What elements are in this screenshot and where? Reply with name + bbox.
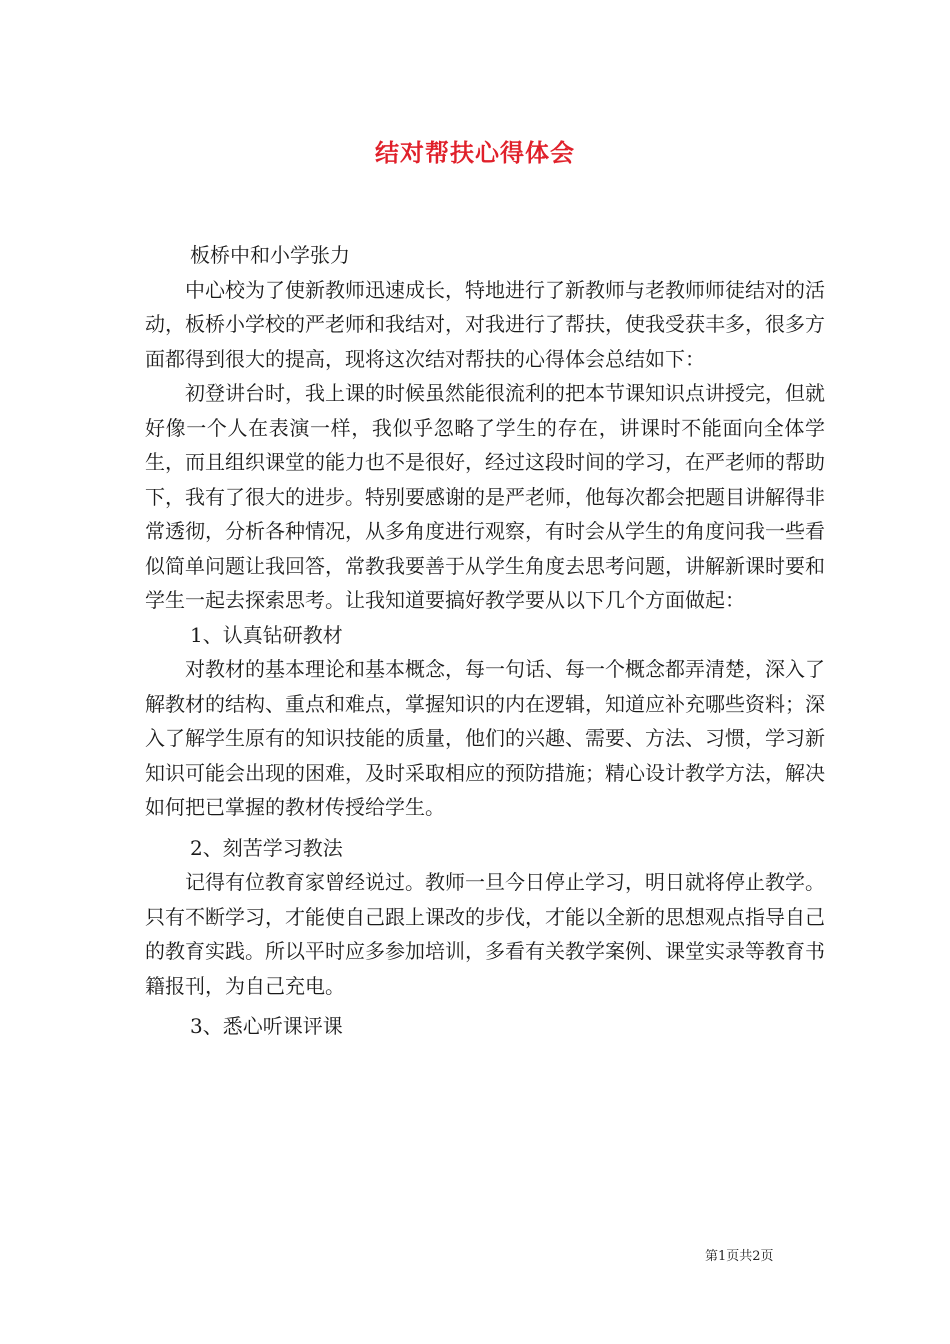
section-heading-2: 2、刻苦学习教法 [190,835,343,860]
document-title: 结对帮扶心得体会 [375,138,575,167]
section-body-1: 对教材的基本理论和基本概念，每一句话、每一个概念都弄清楚，深入了解教材的结构、重点和难点，掌握知识的内在逻辑，知道应补充哪些资料；深入了解学生原有的知识技能的质量，他们的兴趣、需要、方法、习惯，学习新知识可能会出现的困难，及时采取相应的预防措施；精心设计教学方法，解决如何把已掌握的教材传授给学生。 [145,657,825,819]
paragraph-experience: 初登讲台时，我上课的时候虽然能很流利的把本节课知识点讲授完，但就好像一个人在表演一样，我似乎忽略了学生的存在，讲课时不能面向全体学生，而且组织课堂的能力也不是很好，经过这段时间的学习，在严老师的帮助下，我有了很大的进步。特别要感谢的是严老师，他每次都会把题目讲解得非常透彻，分析各种情况，从多角度进行观察，有时会从学生的角度问我一些看似简单问题让我回答，常教我要善于从学生角度去思考问题，讲解新课时要和学生一起去探索思考。让我知道要搞好教学要从以下几个方面做起： [145,381,825,612]
section-body-2: 记得有位教育家曾经说过。教师一旦今日停止学习，明日就将停止教学。只有不断学习，才能使自己跟上课改的步伐，才能以全新的思想观点指导自己的教育实践。所以平时应多参加培训，多看有关教学案例、课堂实录等教育书籍报刊，为自己充电。 [145,870,825,998]
paragraph-intro: 中心校为了使新教师迅速成长，特地进行了新教师与老教师师徒结对的活动，板桥小学校的严老师和我结对，对我进行了帮扶，使我受获丰多，很多方面都得到很大的提高，现将这次结对帮扶的心得体会总结如下： [145,277,825,371]
author-line: 板桥中和小学张力 [190,243,350,267]
page-number-footer: 第1页共2页 [705,1249,774,1264]
document-body [145,238,825,1044]
section-heading-3: 3、悉心听课评课 [190,1014,343,1038]
section-heading-1: 1、认真钻研教材 [190,622,343,647]
